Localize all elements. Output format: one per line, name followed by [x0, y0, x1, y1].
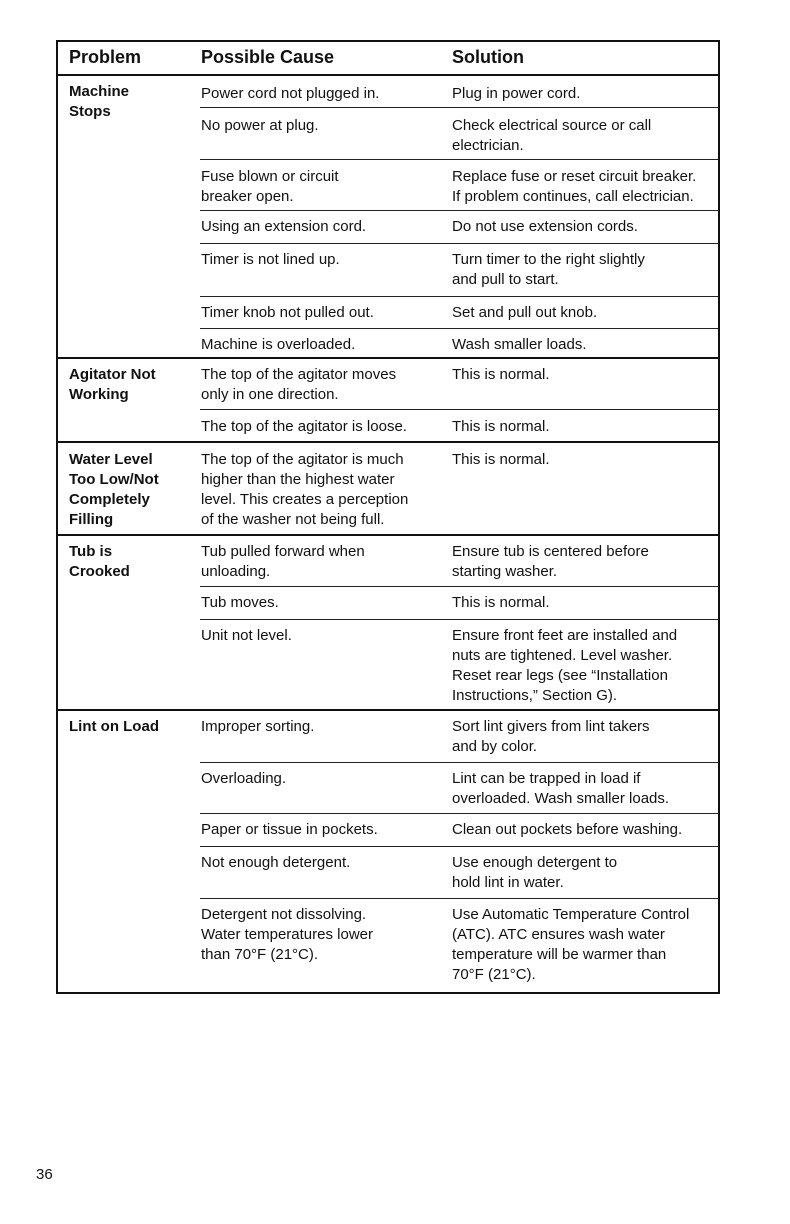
- solution-cell: Turn timer to the right slightly and pull to start.: [452, 251, 645, 288]
- cause-cell: Not enough detergent.: [201, 854, 351, 871]
- problem-water-level: Water Level Too Low/Not Completely Filling: [69, 451, 159, 528]
- cause-cell: Using an extension cord.: [201, 218, 367, 235]
- row-divider: [200, 762, 718, 763]
- solution-cell: Set and pull out knob.: [452, 304, 598, 321]
- solution-cell: Lint can be trapped in load if overloaded. Wash smaller loads.: [452, 770, 670, 807]
- solution-cell: Check electrical source or call electrician.: [452, 117, 652, 154]
- solution-cell: Use Automatic Temperature Control (ATC). ATC ensures wash water temperature will be warmer than 70°F (21°C).: [452, 906, 690, 983]
- problem-tub-crooked: Tub is Crooked: [69, 543, 130, 580]
- row-divider: [200, 619, 718, 620]
- row-divider: [200, 243, 718, 244]
- solution-cell: Wash smaller loads.: [452, 336, 587, 353]
- header-problem: Problem: [69, 47, 142, 67]
- problem-lint-on-load: Lint on Load: [69, 718, 159, 735]
- solution-cell: This is normal.: [452, 418, 550, 435]
- row-divider: [200, 846, 718, 847]
- solution-cell: This is normal.: [452, 451, 550, 468]
- table-header: [58, 42, 718, 76]
- row-divider: [200, 328, 718, 329]
- group-divider: [58, 357, 718, 359]
- cause-cell: The top of the agitator is much higher than the highest water level. This creates a perception of the washer not being full.: [201, 451, 409, 528]
- cause-cell: No power at plug.: [201, 117, 319, 134]
- cause-cell: Paper or tissue in pockets.: [201, 821, 378, 838]
- header-possible-cause: Possible Cause: [201, 47, 335, 67]
- solution-cell: Plug in power cord.: [452, 85, 581, 102]
- solution-cell: Ensure tub is centered before starting washer.: [452, 543, 649, 580]
- row-divider: [200, 813, 718, 814]
- row-divider: [200, 159, 718, 160]
- cause-cell: Fuse blown or circuit breaker open.: [201, 168, 339, 205]
- page-number: 36: [36, 1166, 53, 1183]
- cause-cell: Unit not level.: [201, 627, 292, 644]
- cause-cell: The top of the agitator is loose.: [201, 418, 407, 435]
- cause-cell: Timer is not lined up.: [201, 251, 340, 268]
- solution-cell: Clean out pockets before washing.: [452, 821, 683, 838]
- solution-cell: Sort lint givers from lint takers and by color.: [452, 718, 650, 755]
- troubleshooting-table: [56, 40, 720, 994]
- cause-cell: Power cord not plugged in.: [201, 85, 380, 102]
- cause-cell: Tub pulled forward when unloading.: [201, 543, 365, 580]
- cause-cell: Detergent not dissolving. Water temperatures lower than 70°F (21°C).: [201, 906, 374, 963]
- row-divider: [200, 210, 718, 211]
- row-divider: [200, 107, 718, 108]
- group-divider: [58, 709, 718, 711]
- row-divider: [200, 409, 718, 410]
- row-divider: [200, 586, 718, 587]
- cause-cell: Machine is overloaded.: [201, 336, 356, 353]
- solution-cell: Do not use extension cords.: [452, 218, 638, 235]
- solution-cell: This is normal.: [452, 366, 550, 383]
- row-divider: [200, 898, 718, 899]
- problem-agitator-not-working: Agitator Not Working: [69, 366, 156, 403]
- solution-cell: Use enough detergent to hold lint in water.: [452, 854, 618, 891]
- solution-cell: This is normal.: [452, 594, 550, 611]
- row-divider: [200, 296, 718, 297]
- solution-cell: Replace fuse or reset circuit breaker. If problem continues, call electrician.: [452, 168, 697, 205]
- group-divider: [58, 534, 718, 536]
- cause-cell: Tub moves.: [201, 594, 279, 611]
- cause-cell: Overloading.: [201, 770, 287, 787]
- cause-cell: The top of the agitator moves only in one direction.: [201, 366, 397, 403]
- cause-cell: Timer knob not pulled out.: [201, 304, 374, 321]
- problem-machine-stops: Machine Stops: [69, 83, 130, 120]
- cause-cell: Improper sorting.: [201, 718, 315, 735]
- header-solution: Solution: [452, 47, 524, 67]
- solution-cell: Ensure front feet are installed and nuts are tightened. Level washer. Reset rear legs (see “Installation Instructions,” Section G).: [452, 627, 678, 704]
- group-divider: [58, 441, 718, 443]
